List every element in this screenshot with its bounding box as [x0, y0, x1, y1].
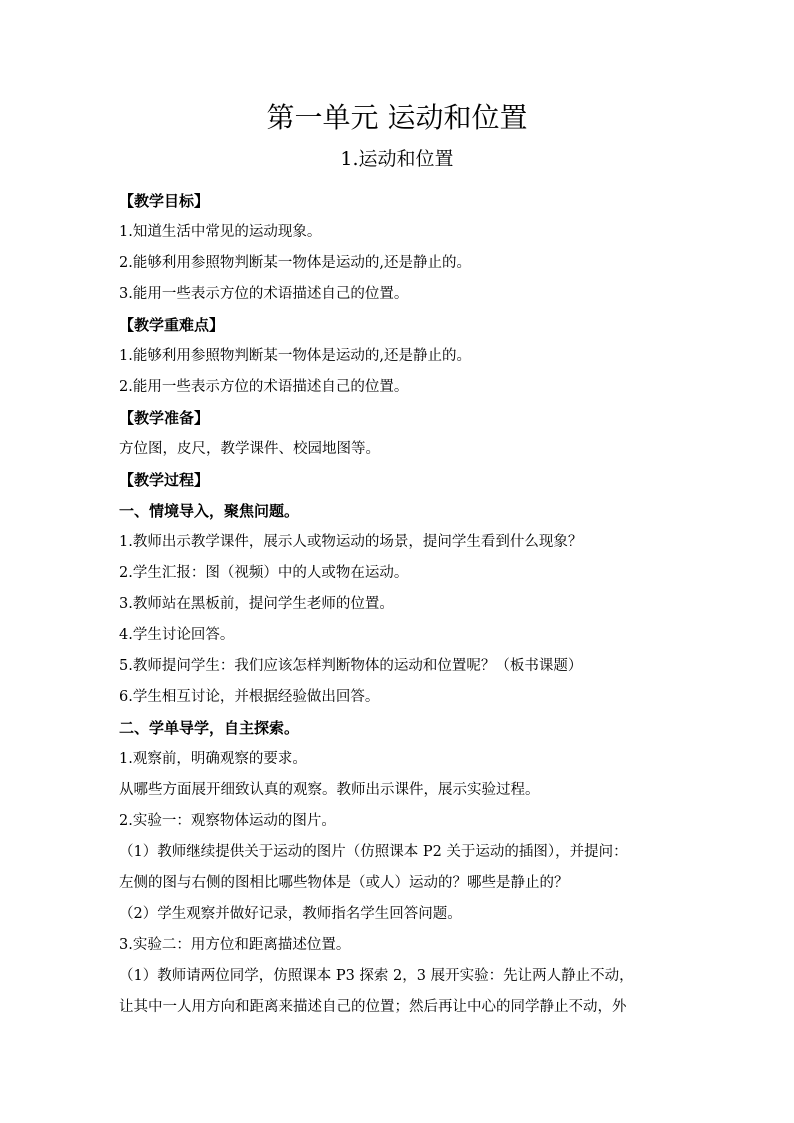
page-subtitle: 1.运动和位置	[340, 148, 454, 170]
paragraph-line: 4.学生讨论回答。	[119, 627, 235, 643]
paragraph-line: 2.学生汇报：图（视频）中的人或物在运动。	[119, 565, 409, 581]
section-heading: 【教学准备】	[119, 409, 210, 427]
paragraph-line: （1）教师继续提供关于运动的图片（仿照课本 P2 关于运动的插图），并提问：	[119, 844, 628, 860]
paragraph-line: 3.教师站在黑板前，提问学生老师的位置。	[119, 596, 394, 612]
section-heading: 【教学目标】	[119, 192, 210, 210]
paragraph-line: 从哪些方面展开细致认真的观察。教师出示课件，展示实验过程。	[119, 782, 540, 798]
paragraph-line: 2.能够利用参照物判断某一物体是运动的,还是静止的。	[119, 255, 471, 271]
paragraph-line: 2.实验一：观察物体运动的图片。	[119, 813, 336, 829]
paragraph-line: 3.实验二：用方位和距离描述位置。	[119, 937, 351, 953]
paragraph-line: 让其中一人用方向和距离来描述自己的位置；然后再让中心的同学静止不动，外	[119, 999, 627, 1015]
section-heading: 【教学重难点】	[119, 316, 225, 334]
paragraph-line: 1.观察前，明确观察的要求。	[119, 751, 307, 767]
paragraph-line: 5.教师提问学生：我们应该怎样判断物体的运动和位置呢？（板书课题）	[119, 658, 583, 674]
paragraph-line: 6.学生相互讨论，并根据经验做出回答。	[119, 689, 380, 705]
paragraph-line: 2.能用一些表示方位的术语描述自己的位置。	[119, 379, 409, 395]
section-heading: 二、学单导学，自主探索。	[119, 719, 300, 737]
paragraph-line: 方位图，皮尺，教学课件、校园地图等。	[119, 441, 380, 457]
section-heading: 一、情境导入，聚焦问题。	[119, 502, 300, 520]
paragraph-line: （1）教师请两位同学，仿照课本 P3 探索 2，3 展开实验：先让两人静止不动，	[119, 968, 634, 984]
paragraph-line: 1.知道生活中常见的运动现象。	[119, 224, 322, 240]
paragraph-line: 1.能够利用参照物判断某一物体是运动的,还是静止的。	[119, 348, 471, 364]
paragraph-line: 左侧的图与右侧的图相比哪些物体是（或人）运动的？哪些是静止的？	[119, 875, 569, 891]
paragraph-line: （2）学生观察并做好记录，教师指名学生回答问题。	[119, 906, 462, 922]
page-title: 第一单元 运动和位置	[266, 101, 528, 134]
document-body	[119, 186, 679, 1023]
paragraph-line: 1.教师出示教学课件，展示人或物运动的场景，提问学生看到什么现象？	[119, 534, 583, 550]
section-heading: 【教学过程】	[119, 471, 210, 489]
paragraph-line: 3.能用一些表示方位的术语描述自己的位置。	[119, 286, 409, 302]
